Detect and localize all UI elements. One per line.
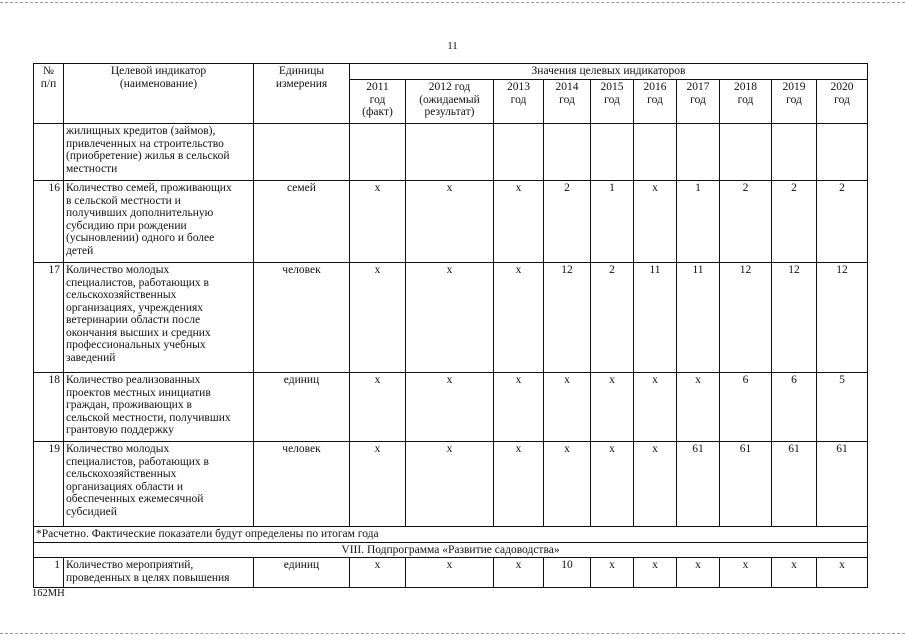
indicator-value: 61	[720, 442, 772, 527]
indicator-value: 12	[772, 263, 817, 373]
table-row	[34, 373, 868, 442]
indicator-value	[350, 124, 406, 181]
header-year: 2015 год	[591, 80, 634, 124]
row-number: 19	[34, 442, 64, 527]
indicator-value: 61	[772, 442, 817, 527]
indicator-value: х	[350, 442, 406, 527]
indicator-value: 10	[544, 558, 591, 588]
header-year: 2017 год	[677, 80, 720, 124]
indicator-value: х	[817, 558, 868, 588]
indicator-unit: семей	[254, 181, 350, 263]
indicator-value	[677, 124, 720, 181]
indicator-value: х	[677, 373, 720, 442]
footnote-row	[34, 527, 868, 543]
indicator-value: х	[350, 373, 406, 442]
header-year: 2016 год	[634, 80, 677, 124]
indicator-value: 6	[772, 373, 817, 442]
indicator-value	[720, 124, 772, 181]
indicator-value: х	[634, 558, 677, 588]
row-number: 17	[34, 263, 64, 373]
indicator-value	[817, 124, 868, 181]
indicator-value: х	[350, 181, 406, 263]
indicator-value: 61	[817, 442, 868, 527]
header-year: 2018 год	[720, 80, 772, 124]
indicator-value	[494, 124, 544, 181]
indicator-unit: единиц	[254, 558, 350, 588]
indicator-value: х	[591, 442, 634, 527]
indicator-value: 2	[544, 181, 591, 263]
indicator-value	[591, 124, 634, 181]
table-row	[34, 263, 868, 373]
header-year: 2011 год (факт)	[350, 80, 406, 124]
indicator-value: 1	[677, 181, 720, 263]
indicator-value: х	[720, 558, 772, 588]
indicator-value: х	[591, 373, 634, 442]
table-row	[34, 181, 868, 263]
indicator-name: Количество реализованных проектов местных инициатив граждан, проживающих в сельской местности, получивших грантовую поддержку	[64, 373, 254, 442]
header-year: 2014 год	[544, 80, 591, 124]
indicator-name: Количество мероприятий, проведенных в целях повышения	[64, 558, 254, 588]
indicator-value: 5	[817, 373, 868, 442]
indicator-value: 2	[772, 181, 817, 263]
indicator-value: 61	[677, 442, 720, 527]
header-year: 2019 год	[772, 80, 817, 124]
indicator-value: 11	[634, 263, 677, 373]
indicator-value: х	[406, 558, 494, 588]
indicator-name: Количество молодых специалистов, работающих в сельскохозяйственных организациях, учреждениях ветеринарии области после окончания высших и средних профессиональных учебных заведений	[64, 263, 254, 373]
footnote: *Расчетно. Фактические показатели будут определены по итогам года	[34, 527, 868, 543]
indicator-value: х	[544, 373, 591, 442]
indicator-value: х	[677, 558, 720, 588]
header-num: № п/п	[34, 64, 64, 124]
indicator-value: 11	[677, 263, 720, 373]
indicator-value: х	[494, 558, 544, 588]
indicator-unit	[254, 124, 350, 181]
section-title: VIII. Подпрограмма «Развитие садоводства»	[34, 542, 868, 558]
indicator-value: х	[544, 442, 591, 527]
row-number: 18	[34, 373, 64, 442]
indicator-value: х	[494, 442, 544, 527]
section-row	[34, 542, 868, 558]
table-row	[34, 442, 868, 527]
scan-top-edge	[0, 2, 905, 3]
indicator-value: 6	[720, 373, 772, 442]
indicator-value: 2	[720, 181, 772, 263]
indicator-value: х	[772, 558, 817, 588]
indicator-value: х	[494, 373, 544, 442]
table-row	[34, 124, 868, 181]
indicator-value: х	[634, 442, 677, 527]
indicator-value: х	[591, 558, 634, 588]
header-indicator: Целевой индикатор (наименование)	[64, 64, 254, 124]
row-number	[34, 124, 64, 181]
header-units: Единицы измерения	[254, 64, 350, 124]
indicator-value: х	[494, 181, 544, 263]
header-year: 2020 год	[817, 80, 868, 124]
indicator-value: х	[350, 263, 406, 373]
indicator-value: х	[406, 181, 494, 263]
indicator-value	[772, 124, 817, 181]
header-values: Значения целевых индикаторов	[350, 64, 868, 80]
indicator-value: 12	[720, 263, 772, 373]
header-row-1	[34, 64, 868, 80]
indicator-value: х	[634, 181, 677, 263]
indicator-value	[634, 124, 677, 181]
row-number: 1	[34, 558, 64, 588]
indicator-value: х	[350, 558, 406, 588]
indicator-name: Количество семей, проживающих в сельской местности и получивших дополнительную субсидию при рождении (усыновлении) одного и более детей	[64, 181, 254, 263]
page-number: 11	[447, 40, 458, 52]
row-number: 16	[34, 181, 64, 263]
indicator-name: Количество молодых специалистов, работающих в сельскохозяйственных организациях области и обеспеченных ежемесячной субсидией	[64, 442, 254, 527]
footer-code: 162МН	[32, 588, 65, 599]
indicator-value: 12	[817, 263, 868, 373]
indicator-value: 12	[544, 263, 591, 373]
indicator-value: 2	[591, 263, 634, 373]
indicator-unit: единиц	[254, 373, 350, 442]
indicator-value: х	[406, 263, 494, 373]
indicator-value: х	[406, 373, 494, 442]
header-year: 2012 год (ожидаемый результат)	[406, 80, 494, 124]
indicator-unit: человек	[254, 442, 350, 527]
scan-bottom-edge	[0, 633, 905, 634]
target-indicators-table	[33, 63, 868, 588]
indicator-name: жилищных кредитов (займов), привлеченных на строительство (приобретение) жилья в сельской местности	[64, 124, 254, 181]
table-row	[34, 558, 868, 588]
indicator-value: х	[406, 442, 494, 527]
indicator-value: х	[494, 263, 544, 373]
table-body	[34, 124, 868, 588]
indicator-value	[406, 124, 494, 181]
indicator-value: 1	[591, 181, 634, 263]
indicator-unit: человек	[254, 263, 350, 373]
header-year: 2013 год	[494, 80, 544, 124]
indicator-value: х	[634, 373, 677, 442]
indicator-value: 2	[817, 181, 868, 263]
indicator-value	[544, 124, 591, 181]
